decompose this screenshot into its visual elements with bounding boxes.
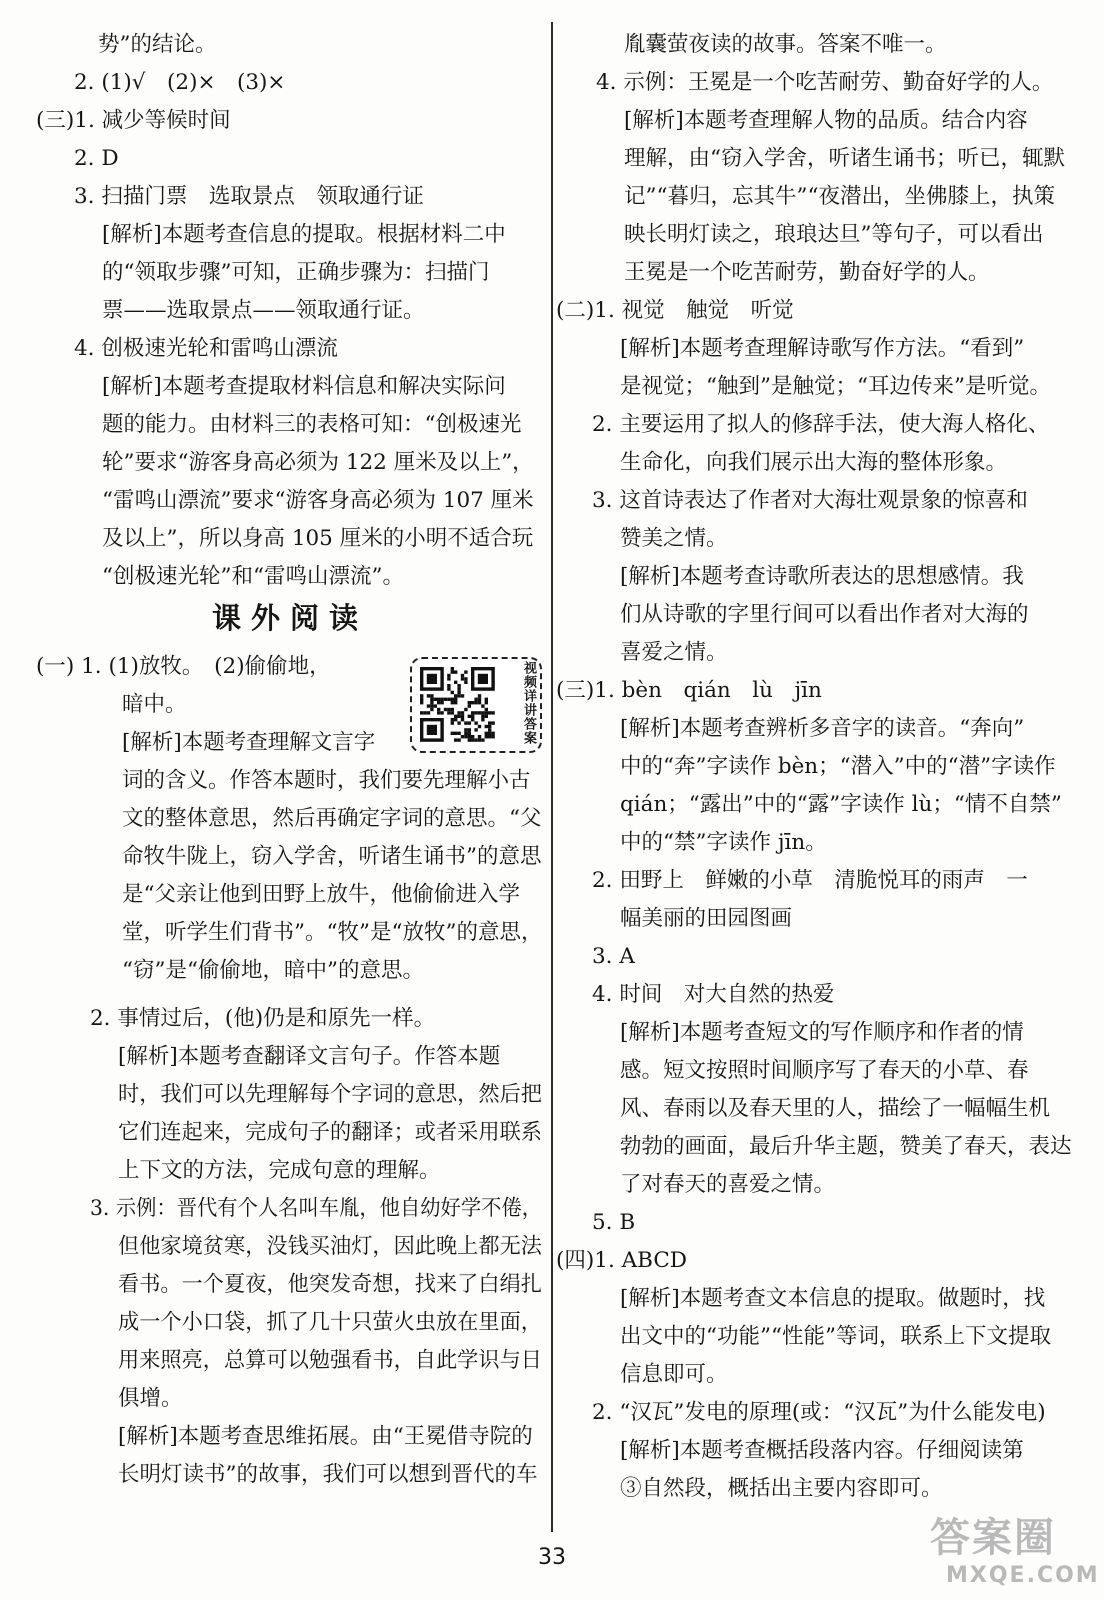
- page-number: 33: [538, 1545, 566, 1570]
- text-line: [解析]本题考查理解人物的品质。结合内容: [624, 108, 1028, 133]
- text-line: [解析]本题考查理解诗歌写作方法。“看到”: [620, 336, 1025, 361]
- text-line: 势”的结论。: [98, 32, 217, 57]
- text-line: 上下文的方法，完成句意的理解。: [118, 1158, 441, 1183]
- text-line: 4. 创极速光轮和雷鸣山漂流: [74, 336, 338, 361]
- text-line: 文的整体意思，然后再确定字词的意思。“父: [122, 806, 542, 831]
- text-line: [解析]本题考查概括段落内容。仔细阅读第: [620, 1438, 1024, 1463]
- text-line: 暗中。: [122, 692, 187, 717]
- text-line: (三)1. bèn qián lù jīn: [556, 678, 822, 703]
- text-line: 中的“奔”字读作 bèn；“潜入”中的“潜”字读作: [620, 754, 1056, 779]
- text-line: 们从诗歌的字里行间可以看出作者对大海的: [620, 602, 1029, 627]
- text-line: (二)1. 视觉 触觉 听觉: [556, 298, 794, 323]
- text-line: 喜爱之情。: [620, 640, 728, 665]
- text-line: [解析]本题考查短文的写作顺序和作者的情: [620, 1020, 1024, 1045]
- text-line: 但他家境贫寒，没钱买油灯，因此晚上都无法: [118, 1234, 542, 1259]
- text-line: 是视觉；“触到”是触觉；“耳边传来”是听觉。: [620, 374, 1051, 399]
- text-line: 幅美丽的田园图画: [620, 906, 793, 931]
- text-line: [解析]本题考查辨析多音字的读音。“奔向”: [620, 716, 1025, 741]
- text-line: 感。短文按照时间顺序写了春天的小草、春: [620, 1058, 1029, 1083]
- text-line: 王冕是一个吃苦耐劳，勤奋好学的人。: [624, 260, 990, 285]
- text-line: 2. (1)√ (2)× (3)×: [74, 70, 286, 95]
- text-line: 2. 主要运用了拟人的修辞手法，使大海人格化、: [592, 412, 1050, 437]
- text-line: ③自然段，概括出主要内容即可。: [620, 1476, 943, 1501]
- text-line: 看书。一个夏夜，他突发奇想，找来了白绢扎: [118, 1272, 542, 1297]
- text-line: 堂，听学生们背书”。“牧”是“放牧”的意思，: [122, 920, 543, 945]
- text-line: 出文中的“功能”“性能”等词，联系上下文提取: [620, 1324, 1051, 1349]
- text-line: (四)1. ABCD: [556, 1248, 688, 1273]
- text-line: 词的含义。作答本题时，我们要先理解小古: [122, 768, 531, 793]
- text-line: 俱增。: [118, 1386, 183, 1411]
- text-line: “雷鸣山漂流”要求“游客身高必须为 107 厘米: [102, 488, 534, 513]
- text-line: 中的“禁”字读作 jīn。: [620, 830, 827, 855]
- watermark-url: MXQE.COM: [946, 1563, 1100, 1588]
- text-line: (三)1. 减少等候时间: [36, 108, 231, 133]
- column-divider: [551, 22, 553, 1532]
- text-line: 是“父亲让他到田野上放牛，他偷偷进入学: [122, 882, 520, 907]
- text-line: 2. “汉瓦”发电的原理(或：“汉瓦”为什么能发电): [592, 1400, 1046, 1425]
- watermark-logo: [908, 1515, 1098, 1595]
- text-line: 成一个小口袋，抓了几十只萤火虫放在里面，: [118, 1310, 542, 1335]
- watermark-text: 答案圈: [930, 1515, 1056, 1561]
- text-line: [解析]本题考查理解文言字: [122, 730, 376, 755]
- text-line: [解析]本题考查信息的提取。根据材料二中: [102, 222, 506, 247]
- text-line: 风、春雨以及春天里的人，描绘了一幅幅生机: [620, 1096, 1051, 1121]
- text-line: 勃勃的画面，最后升华主题，赞美了春天，表达: [620, 1134, 1072, 1159]
- text-line: 票——选取景点——领取通行证。: [102, 298, 425, 323]
- text-line: “创极速光轮”和“雷鸣山漂流”。: [102, 564, 404, 589]
- text-line: 长明灯读书”的故事，我们可以想到晋代的车: [118, 1462, 538, 1487]
- text-line: 了对春天的喜爱之情。: [620, 1172, 836, 1197]
- text-line: 及以上”，所以身高 105 厘米的小明不适合玩: [102, 526, 534, 551]
- text-line: 题的能力。由材料三的表格可知：“创极速光: [102, 412, 522, 437]
- text-line: 2. 田野上 鲜嫩的小草 清脆悦耳的雨声 一: [592, 868, 1028, 893]
- text-line: qián；“露出”中的“露”字读作 lù；“情不自禁”: [620, 792, 1062, 817]
- text-line: [解析]本题考查提取材料信息和解决实际问: [102, 374, 506, 399]
- text-line: 的“领取步骤”可知，正确步骤为：扫描门: [102, 260, 490, 285]
- text-line: 理解，由“窃入学舍，听诸生诵书；听已，辄默: [624, 146, 1065, 171]
- section-title: 课外阅读: [211, 601, 368, 635]
- text-line: 轮”要求“游客身高必须为 122 厘米及以上”，: [102, 450, 534, 475]
- text-line: 它们连起来，完成句子的翻译；或者采用联系: [118, 1120, 542, 1145]
- text-line: 2. 事情过后，(他)仍是和原先一样。: [90, 1006, 436, 1031]
- text-line: 赞美之情。: [620, 526, 728, 551]
- text-line: [解析]本题考查文本信息的提取。做题时，找: [620, 1286, 1046, 1311]
- text-line: 用来照亮，总算可以勉强看书，自此学识与日: [118, 1348, 542, 1373]
- qr-code-icon: [420, 667, 510, 743]
- text-line: 4. 时间 对大自然的热爱: [592, 982, 835, 1007]
- text-line: 信息即可。: [620, 1362, 728, 1387]
- text-line: 5. B: [592, 1210, 636, 1235]
- text-line: 胤囊萤夜读的故事。答案不唯一。: [624, 32, 947, 57]
- text-line: 3. A: [592, 944, 635, 969]
- text-line: 4. 示例：王冕是一个吃苦耐劳、勤奋好学的人。: [596, 70, 1054, 95]
- text-line: 3. 示例：晋代有个人名叫车胤，他自幼好学不倦，: [90, 1196, 543, 1221]
- text-line: 生命化，向我们展示出大海的整体形象。: [620, 450, 1008, 475]
- qr-code-box[interactable]: [410, 657, 542, 753]
- text-line: 3. 这首诗表达了作者对大海壮观景象的惊喜和: [592, 488, 1028, 513]
- qr-label: 视频详讲答案: [521, 661, 536, 745]
- text-line: 记”“暮归，忘其牛”“夜潜出，坐佛膝上，执策: [624, 184, 1055, 209]
- text-line: 映长明灯读之，琅琅达旦”等句子，可以看出: [624, 222, 1044, 247]
- text-line: [解析]本题考查诗歌所表达的思想感情。我: [620, 564, 1024, 589]
- text-line: 时，我们可以先理解每个字词的意思，然后把: [118, 1082, 542, 1107]
- text-line: (一) 1. (1)放牧。 (2)偷偷地，: [36, 654, 331, 679]
- text-line: 2. D: [74, 146, 119, 171]
- text-line: “窃”是“偷偷地，暗中”的意思。: [122, 958, 424, 983]
- text-line: [解析]本题考查翻译文言句子。作答本题: [118, 1044, 501, 1069]
- text-line: [解析]本题考查思维拓展。由“王冕借寺院的: [118, 1424, 533, 1449]
- text-line: 命牧牛陇上，窃入学舍，听诸生诵书”的意思: [122, 844, 542, 869]
- text-line: 3. 扫描门票 选取景点 领取通行证: [74, 184, 424, 209]
